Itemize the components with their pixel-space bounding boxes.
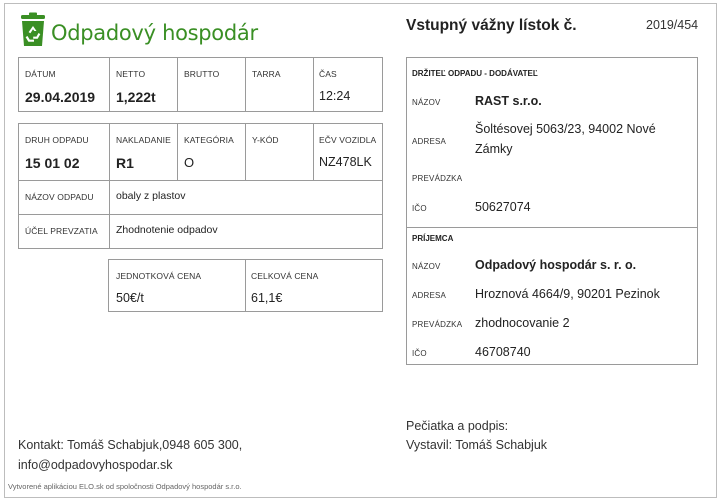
- ticket-number: 2019/454: [646, 18, 699, 32]
- contact-line-1: Kontakt: Tomáš Schabjuk,0948 605 300,: [18, 438, 243, 452]
- ecv-value: NZ478LK: [319, 155, 372, 169]
- datum-value: 29.04.2019: [25, 89, 96, 105]
- nakladanie-label: NAKLADANIE: [116, 135, 171, 145]
- receiver-ico-label: IČO: [412, 349, 427, 358]
- price-table: [108, 259, 383, 312]
- netto-value: 1,222t: [116, 89, 156, 105]
- ecv-label: EČV VOZIDLA: [319, 135, 377, 145]
- receiver-facility-label: PREVÁDZKA: [412, 320, 463, 329]
- receiver-address-value: Hroznová 4664/9, 90201 Pezinok: [475, 287, 660, 301]
- holder-address-label: ADRESA: [412, 137, 447, 146]
- brand-name: Odpadový hospodár: [51, 21, 258, 45]
- receiver-address-label: ADRESA: [412, 291, 447, 300]
- holder-facility-label: PREVÁDZKA: [412, 174, 463, 183]
- holder-name-value: RAST s.r.o.: [475, 94, 542, 108]
- druh-value: 15 01 02: [25, 155, 80, 171]
- nakladanie-value: R1: [116, 155, 134, 171]
- receiver-name-value: Odpadový hospodár s. r. o.: [475, 258, 637, 272]
- issued-by: Vystavil: Tomáš Schabjuk: [406, 438, 548, 452]
- ticket-title: Vstupný vážny lístok č.: [406, 17, 577, 34]
- receiver-section-title: PRÍJEMCA: [412, 234, 454, 243]
- parties-panel: [406, 57, 698, 365]
- unit-price-label: JEDNOTKOVÁ CENA: [116, 271, 202, 281]
- netto-label: NETTO: [116, 69, 146, 79]
- purpose-value: Zhodnotenie odpadov: [116, 224, 218, 236]
- holder-name-label: NÁZOV: [412, 98, 441, 107]
- contact-line-2: info@odpadovyhospodar.sk: [18, 458, 173, 472]
- holder-section-title: DRŽITEĽ ODPADU - DODÁVATEĽ: [412, 69, 538, 78]
- row1-table: [18, 57, 383, 112]
- total-price-value: 61,1€: [251, 291, 283, 305]
- datum-label: DÁTUM: [25, 69, 56, 79]
- waste-name-value: obaly z plastov: [116, 190, 186, 202]
- holder-ico-value: 50627074: [475, 200, 531, 214]
- holder-address-value: Šoltésovej 5063/23, 94002 Nové Zámky: [475, 122, 656, 156]
- recycle-bin-icon: [18, 12, 48, 48]
- total-price-label: CELKOVÁ CENA: [251, 271, 319, 281]
- kategoria-label: KATEGÓRIA: [184, 135, 234, 145]
- cas-value: 12:24: [319, 89, 351, 103]
- unit-price-value: 50€/t: [116, 291, 144, 305]
- receiver-ico-value: 46708740: [475, 345, 531, 359]
- kategoria-value: O: [184, 155, 195, 170]
- purpose-label: ÚČEL PREVZATIA: [25, 226, 98, 236]
- stamp-signature-label: Pečiatka a podpis:: [406, 419, 509, 433]
- brutto-label: BRUTTO: [184, 69, 220, 79]
- brand-logo: [18, 12, 258, 50]
- receiver-facility-value: zhodnocovanie 2: [475, 316, 570, 330]
- cas-label: ČAS: [319, 69, 337, 79]
- druh-label: DRUH ODPADU: [25, 135, 89, 145]
- app-credit: Vytvorené aplikáciou ELO.sk od spoločnosti Odpadový hospodár s.r.o.: [8, 482, 242, 491]
- waste-name-label: NÁZOV ODPADU: [25, 192, 94, 202]
- holder-ico-label: IČO: [412, 204, 427, 213]
- tarra-label: TARRA: [252, 69, 281, 79]
- row2-table: [18, 123, 383, 249]
- receiver-name-label: NÁZOV: [412, 262, 441, 271]
- ykod-label: Y-KÓD: [252, 135, 279, 145]
